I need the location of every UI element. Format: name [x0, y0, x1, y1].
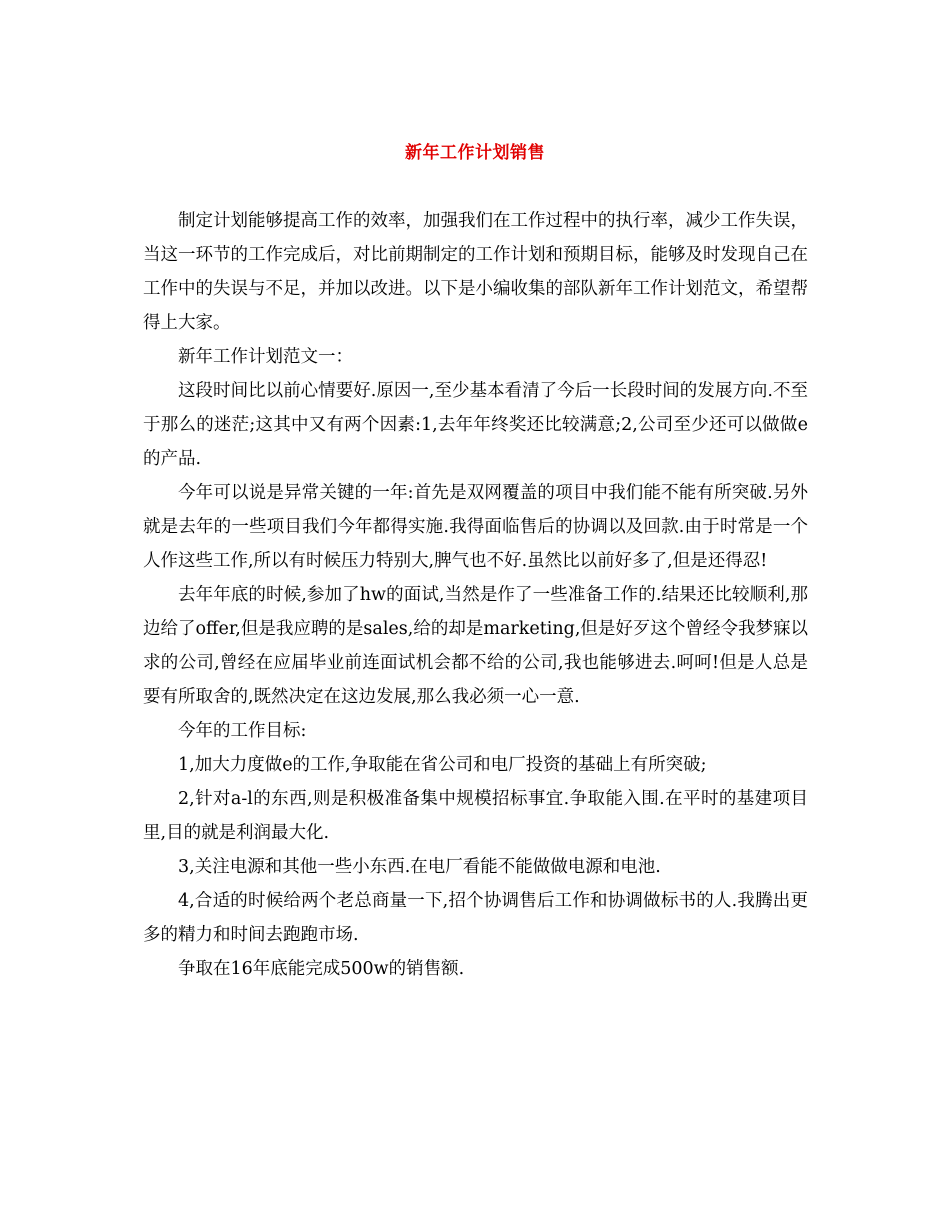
- document-body: [143, 204, 808, 986]
- goal-item: 2,针对a-l的东西,则是积极准备集中规模招标事宜.争取能入围.在平时的基建项目里,目的就是利润最大化.: [143, 789, 808, 843]
- paragraph-heading-sample-one: 新年工作计划范文一：: [178, 347, 353, 367]
- goal-item: 4,合适的时候给两个老总商量一下,招个协调售后工作和协调做标书的人.我腾出更多的精力和时间去跑跑市场.: [143, 891, 808, 945]
- paragraph: 今年可以说是异常关键的一年:首先是双网覆盖的项目中我们能不能有所突破.另外就是去年的一些项目我们今年都得实施.我得面临售后的协调以及回款.由于时常是一个人作这些工作,所以有时候压力特别大,脾气也不好.虽然比以前好多了,但是还得忍!: [143, 483, 808, 571]
- paragraph-intro: 制定计划能够提高工作的效率，加强我们在工作过程中的执行率，减少工作失误，当这一环节的工作完成后，对比前期制定的工作计划和预期目标，能够及时发现自己在工作中的失误与不足，并加以改进。以下是小编收集的部队新年工作计划范文，希望帮得上大家。: [143, 211, 808, 333]
- goal-item: 1,加大力度做e的工作,争取能在省公司和电厂投资的基础上有所突破;: [178, 755, 707, 775]
- paragraph-sales-target: 争取在16年底能完成500w的销售额.: [178, 959, 465, 979]
- paragraph: 这段时间比以前心情要好.原因一,至少基本看清了今后一长段时间的发展方向.不至于那么的迷茫;这其中又有两个因素:1,去年年终奖还比较满意;2,公司至少还可以做做e的产品.: [143, 381, 808, 469]
- goal-item: 3,关注电源和其他一些小东西.在电厂看能不能做做电源和电池.: [178, 857, 661, 877]
- document-title: 新年工作计划销售: [405, 143, 545, 163]
- paragraph-goals-heading: 今年的工作目标:: [178, 721, 307, 741]
- paragraph: 去年年底的时候,参加了hw的面试,当然是作了一些准备工作的.结果还比较顺利,那边给了offer,但是我应聘的是sales,给的却是marketing,但是好歹这个曾经令我梦寐以求的公司,曾经在应届毕业前连面试机会都不给的公司,我也能够进去.呵呵!但是人总是要有所取舍的,既然决定在这边发展,那么我必须一心一意.: [143, 585, 808, 707]
